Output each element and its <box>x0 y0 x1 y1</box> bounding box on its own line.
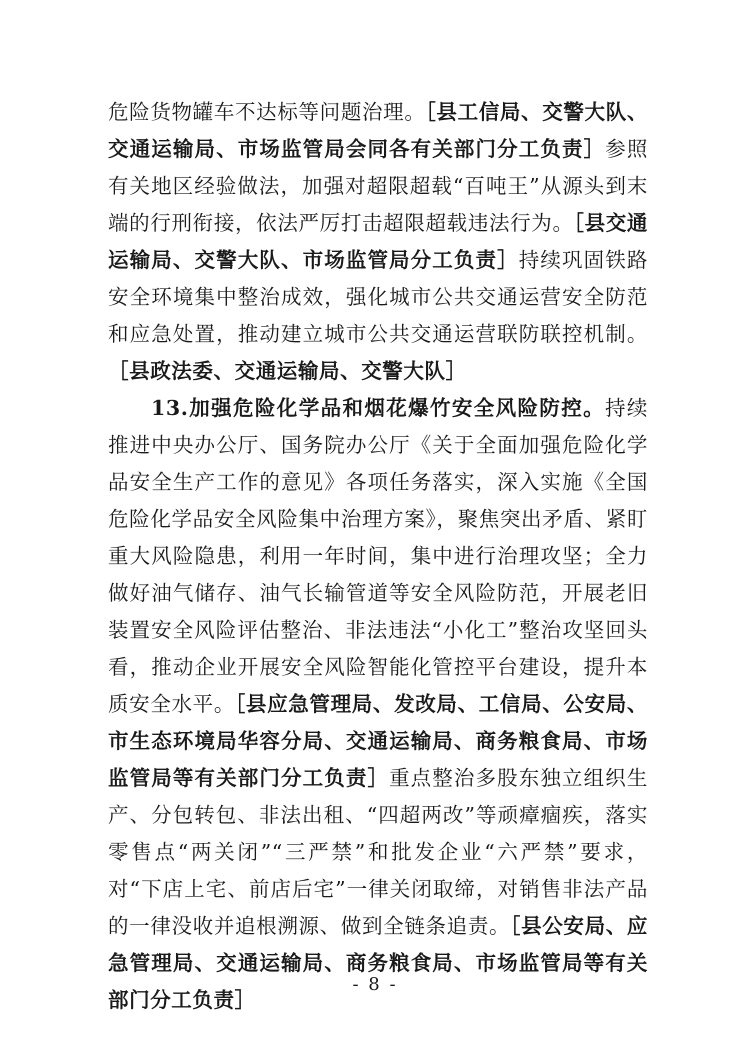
paragraph-2 <box>108 390 648 1019</box>
paragraph-2-responsible-2: ［县公安局、应急管理局、交通运输局、商务粮食局、市场监管局等有关部门分工负责］ <box>108 914 648 1012</box>
paragraph-1-text-3: 持续巩固铁路安全环境集中整治成效，强化城市公共交通运营安全防范和应急处置，推动建立城市公共交通运营联防联控机制。 <box>108 248 648 346</box>
paragraph-1 <box>108 94 648 390</box>
paragraph-1-responsible-2: ［县交通运输局、交警大队、市场监管局分工负责］ <box>108 211 649 272</box>
paragraph-2-text-1: 持续推进中央办公厅、国务院办公厅《关于全面加强危险化学品安全生产工作的意见》各项任务落实，深入实施《全国危险化学品安全风险集中治理方案》，聚焦突出矛盾、紧盯重大风险隐患，利用一年时间，集中进行治理攻坚；全力做好油气储存、油气长输管道等安全风险防范，开展老旧装置安全风险评估整治、非法违法“小化工”整治攻坚回头看，推动企业开展安全风险智能化管控平台建设，提升本质安全水平。 <box>108 396 648 716</box>
page-number: - 8 - <box>352 974 398 995</box>
paragraph-1-text-1: 危险货物罐车不达标等问题治理。 <box>108 100 426 124</box>
paragraph-1-responsible-1: ［县工信局、交警大队、交通运输局、市场监管局会同各有关部门分工负责］ <box>108 100 648 161</box>
paragraph-2-text-2: 重点整治多股东独立组织生产、分包转包、非法出租、“四超两改”等顽瘴痼疾，落实零售点“两关闭”“三严禁”和批发企业“六严禁”要求，对“下店上宅、前店后宅”一律关闭取缔，对销售非法产品的一律没收并追根溯源、做到全链条追责。 <box>108 766 648 938</box>
paragraph-1-responsible-3: ［县政法委、交通运输局、交警大队］ <box>108 359 467 383</box>
paragraph-1-text-2: 参照有关地区经验做法，加强对超限超载“百吨王”从源头到末端的行刑衔接，依法严厉打击超限超载违法行为。 <box>108 137 648 235</box>
section-heading-13: 13.加强危险化学品和烟花爆竹安全风险防控。 <box>151 396 606 420</box>
paragraph-2-responsible-1: ［县应急管理局、发改局、工信局、公安局、市生态环境局华容分局、交通运输局、商务粮食局、市场监管局等有关部门分工负责］ <box>108 692 648 790</box>
document-body <box>108 94 648 1019</box>
